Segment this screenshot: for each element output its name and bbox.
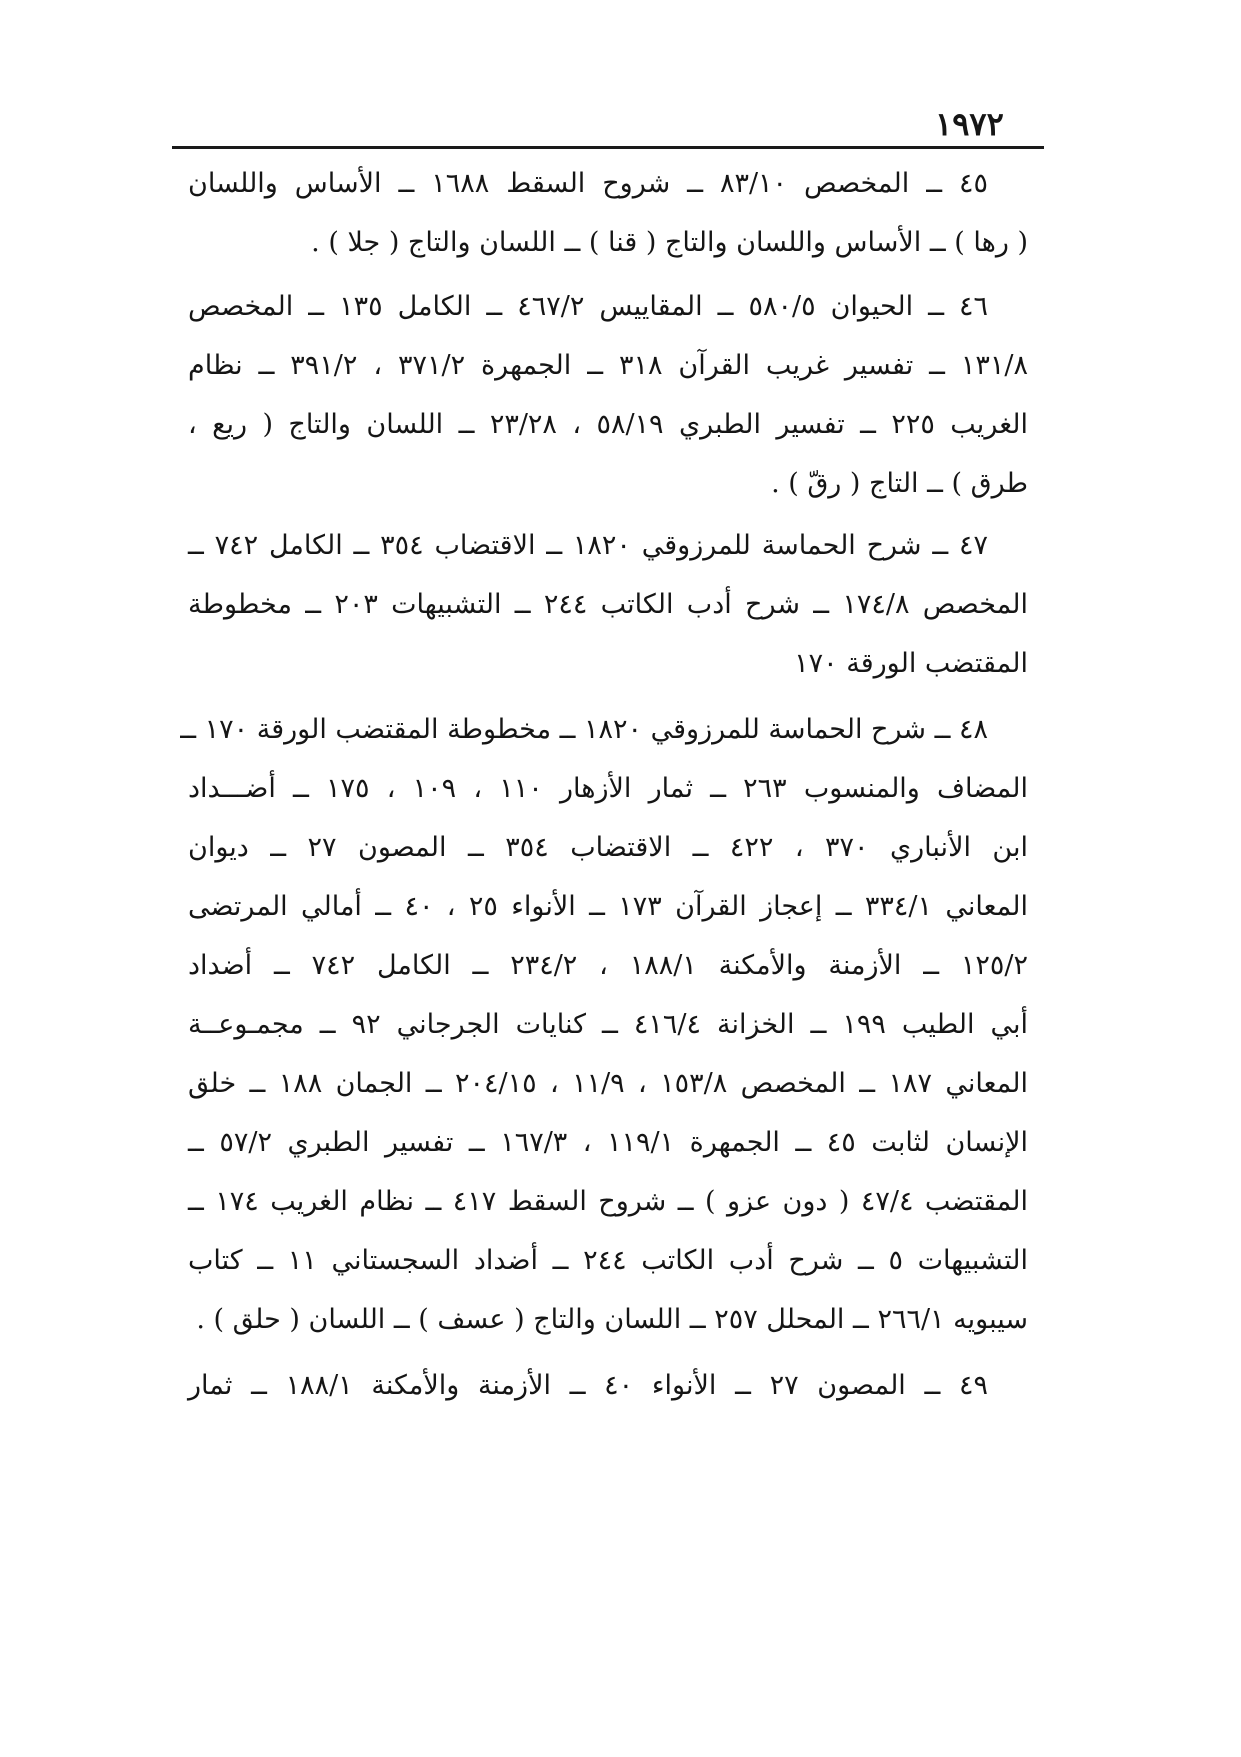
text-line: طرق ) ــ التاج ( رقّ ) . (771, 468, 1028, 499)
text-line: ( رها ) ــ الأساس واللسان والتاج ( قنا ) ــ اللسان والتاج ( جلا ) . (311, 227, 1028, 258)
text-line: التشبيهات ٥ ــ شرح أدب الكاتب ٢٤٤ ــ أضداد السجستاني ١١ ــ كتاب (188, 1245, 1028, 1276)
text-line: المعاني ١٨٧ ــ المخصص ١٥٣/٨ ، ١١/٩ ، ٢٠٤/١٥ ــ الجمان ١٨٨ ــ خلق (188, 1068, 1028, 1099)
text-line: الإنسان لثابت ٤٥ ــ الجمهرة ١١٩/١ ، ١٦٧/٣ ــ تفسير الطبري ٥٧/٢ ــ (188, 1127, 1029, 1158)
header-rule (172, 146, 1044, 149)
text-line: ٤٦ ــ الحيوان ٥٨٠/٥ ــ المقاييس ٤٦٧/٢ ــ الكامل ١٣٥ ــ المخصص (188, 291, 989, 322)
text-line: ٤٨ ــ شرح الحماسة للمرزوقي ١٨٢٠ ــ مخطوطة المقتضب الورقة ١٧٠ ــ (180, 714, 988, 745)
text-line: المخصص ١٧٤/٨ ــ شرح أدب الكاتب ٢٤٤ ــ التشبيهات ٢٠٣ ــ مخطوطة (188, 589, 1028, 620)
text-line: ١٢٥/٢ ــ الأزمنة والأمكنة ١٨٨/١ ، ٢٣٤/٢ ــ الكامل ٧٤٢ ــ أضداد (188, 950, 1028, 981)
text-line: المقتضب الورقة ١٧٠ (794, 648, 1028, 679)
text-line: المضاف والمنسوب ٢٦٣ ــ ثمار الأزهار ١١٠ ، ١٠٩ ، ١٧٥ ــ أضـــداد (188, 773, 1028, 804)
text-line: الغريب ٢٢٥ ــ تفسير الطبري ٥٨/١٩ ، ٢٣/٢٨ ــ اللسان والتاج ( ريع ، (188, 409, 1028, 440)
text-line: ابن الأنباري ٣٧٠ ، ٤٢٢ ــ الاقتضاب ٣٥٤ ــ المصون ٢٧ ــ ديوان (188, 832, 1028, 863)
text-line: ٤٧ ــ شرح الحماسة للمرزوقي ١٨٢٠ ــ الاقتضاب ٣٥٤ ــ الكامل ٧٤٢ ــ (188, 530, 988, 561)
text-line: ١٣١/٨ ــ تفسير غريب القرآن ٣١٨ ــ الجمهرة ٣٧١/٢ ، ٣٩١/٢ ــ نظام (188, 350, 1028, 381)
text-line: ٤٩ ــ المصون ٢٧ ــ الأنواء ٤٠ ــ الأزمنة والأمكنة ١٨٨/١ ــ ثمار (188, 1370, 988, 1401)
text-line: أبي الطيب ١٩٩ ــ الخزانة ٤١٦/٤ ــ كنايات الجرجاني ٩٢ ــ مجمـوعــة (188, 1009, 1028, 1040)
page-number: ١٩٧٢ (935, 105, 1004, 143)
text-line: ٤٥ ــ المخصص ٨٣/١٠ ــ شروح السقط ١٦٨٨ ــ الأساس واللسان (188, 168, 989, 199)
text-line: المقتضب ٤٧/٤ ( دون عزو ) ــ شروح السقط ٤١٧ ــ نظام الغريب ١٧٤ ــ (188, 1186, 1028, 1217)
text-line: المعاني ٣٣٤/١ ــ إعجاز القرآن ١٧٣ ــ الأنواء ٢٥ ، ٤٠ ــ أمالي المرتضى (188, 891, 1028, 922)
text-line: سيبويه ٢٦٦/١ ــ المحلل ٢٥٧ ــ اللسان والتاج ( عسف ) ــ اللسان ( حلق ) . (196, 1304, 1028, 1335)
